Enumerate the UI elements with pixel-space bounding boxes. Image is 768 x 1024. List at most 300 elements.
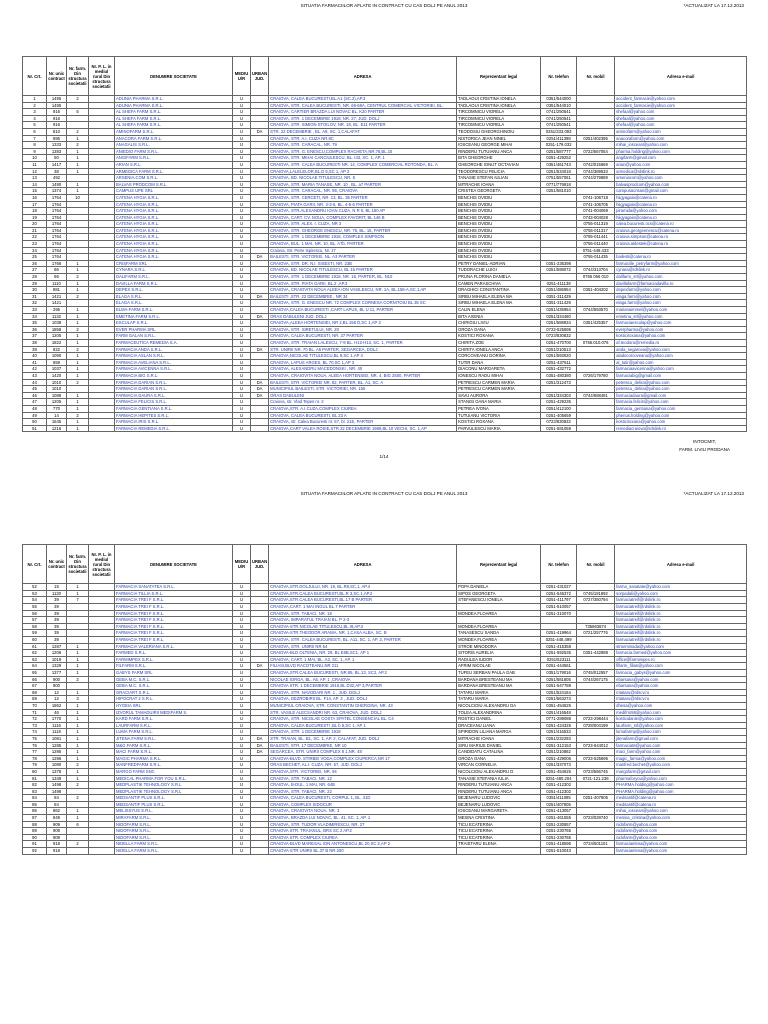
cell-pl — [89, 623, 115, 630]
cell-urban — [251, 320, 269, 327]
table-row — [23, 307, 747, 314]
cell-adresa: CRAIOVA, STR. NAVODARI NR. 1 , JUD. DOLJ — [269, 689, 457, 696]
cell-mobil — [577, 762, 615, 769]
cell-reprezentant: TIRCOMNICU VIORELA — [457, 115, 541, 122]
cell-pl — [89, 353, 115, 360]
table-row — [23, 122, 747, 129]
cell-email[interactable]: maci_farm@yahoo.com — [615, 749, 747, 756]
cell-email[interactable]: everpharma@yahoo.com — [615, 326, 747, 333]
cell-adresa: ORAS DABULENI — [269, 392, 457, 399]
cell-email[interactable]: farma_sanatate@yahoo.com — [615, 584, 747, 591]
cell-email[interactable]: nidofarm@yahoo.com — [615, 828, 747, 835]
cell-pl — [89, 821, 115, 828]
cell-telefon: 0251-461555 — [541, 815, 577, 822]
cell-mobil — [577, 584, 615, 591]
cell-email[interactable]: manfred.bechet@yahoo.com — [615, 762, 747, 769]
cell-urban — [251, 709, 269, 716]
table-row — [23, 161, 747, 168]
cell-email[interactable]: craiova.georgeenescu@catena.ro — [615, 227, 747, 234]
cell-pl — [89, 142, 115, 149]
table-row — [23, 788, 747, 795]
cell-telefon: 0351/411085 — [541, 795, 577, 802]
cell-mediu: U — [233, 696, 251, 703]
cell-mediu: U — [233, 353, 251, 360]
cell-urban — [251, 702, 269, 709]
cell-telefon: 0351/179016 — [541, 670, 577, 677]
cell-denumire: MEDPLASTIK TEHNOLOGY S.R.L — [115, 788, 233, 795]
cell-mobil — [577, 604, 615, 611]
cell-email[interactable]: aladocorcoveanu@yahoo.com — [615, 353, 747, 360]
cell-mediu: U — [233, 109, 251, 116]
cell-email[interactable]: arian@yahoo.com — [615, 161, 747, 168]
cell-reprezentant: SAVU AURORA — [457, 392, 541, 399]
cell-farm: 1 — [67, 155, 89, 162]
cell-urban — [251, 201, 269, 208]
cell-email[interactable]: sorpadali@yahoo.com — [615, 590, 747, 597]
cell-email[interactable]: farmacia_gentiana@yahoo.com — [615, 405, 747, 412]
cell-mobil — [577, 346, 615, 353]
cell-pl — [89, 175, 115, 182]
cell-email[interactable]: piramida@yahoo.com — [615, 208, 747, 215]
cell-nr: 82 — [23, 782, 47, 789]
cell-unic: 1495 — [47, 96, 67, 103]
cell-urban — [251, 604, 269, 611]
cell-email[interactable]: office@farmimpex.ro — [615, 656, 747, 663]
cell-unic: 1498 — [47, 782, 67, 789]
cell-telefon: 0251/411398 — [541, 135, 577, 142]
col-mediu: MEDIU U/R — [233, 545, 251, 584]
cell-email[interactable]: farmaciaesculap@yahoo.com — [615, 320, 747, 327]
cell-adresa: CRAIOVA, CART. 1 MAI, BL. A3, SC. 1, AP. 1 — [269, 656, 457, 663]
cell-nr: 10 — [23, 155, 47, 162]
table-row — [23, 405, 747, 412]
cell-telefon: 0351/461743 — [541, 161, 577, 168]
cell-adresa: CRAIOVA, IMPARATUL TRAIAN BL. P 2-3 — [269, 617, 457, 624]
cell-email[interactable]: mihai_ioscean@yahoo.com — [615, 808, 747, 815]
cell-reprezentant: BENCHIS OVIDIU — [457, 201, 541, 208]
cell-telefon: 0723-525695 — [541, 326, 577, 333]
cell-nr: 21 — [23, 227, 47, 234]
cell-telefon: 0741/250541 — [541, 109, 577, 116]
table-row — [23, 610, 747, 617]
table-row — [23, 742, 747, 749]
cell-mobil: 0351-404202 — [577, 287, 615, 294]
cell-nr: 67 — [23, 683, 47, 690]
cell-unic: 1206 — [47, 650, 67, 657]
cell-adresa: CRAIOVA, CALEA BUCURESTI,BL.A1 (SC.2),AP.3 — [269, 96, 457, 103]
cell-nr: 89 — [23, 828, 47, 835]
cell-mobil — [577, 788, 615, 795]
cell-email[interactable]: farmaciatreif@rdslink.ro — [615, 604, 747, 611]
cell-email[interactable]: kosticidanie@yahoo.com — [615, 716, 747, 723]
cell-adresa: CRAIOVA, STR. TRAIAN LALESCU, 7-9 BL. H12-H13, SC. 1, PARTER — [269, 339, 457, 346]
cell-denumire: FARMACIA FELICIS S.R.L. — [115, 399, 233, 406]
cell-mobil: 0726/179780 — [577, 372, 615, 379]
cell-email[interactable]: pharma.holding@yahoo.com — [615, 148, 747, 155]
cell-email[interactable]: petrescu_delira@yahoo.com — [615, 379, 747, 386]
cell-nr: 86 — [23, 808, 47, 815]
cell-denumire: ELAGA S.R.L. — [115, 293, 233, 300]
table-row — [23, 412, 747, 419]
col-farm: Nr. farm. Din structura societatii — [67, 545, 89, 584]
cell-email[interactable]: kosticiroxana@yahoo.com — [615, 333, 747, 340]
cell-email[interactable]: elaga.farm@yahoo.com — [615, 300, 747, 307]
cell-nr: 59 — [23, 630, 47, 637]
cell-email[interactable]: medsantif@catena.ro — [615, 795, 747, 802]
cell-farm: 1 — [67, 716, 89, 723]
col-denumire: DENUMIRE SOCIETATE — [115, 545, 233, 584]
cell-mediu: U — [233, 366, 251, 373]
cell-nr: 61 — [23, 643, 47, 650]
cell-mediu: U — [233, 670, 251, 677]
cell-email[interactable]: marianaimmel@yahoo.com — [615, 307, 747, 314]
cell-reprezentant: CALIN ELENA — [457, 307, 541, 314]
cell-farm — [67, 227, 89, 234]
cell-pl — [89, 254, 115, 261]
col-telefon: Nr. telefon — [541, 57, 577, 96]
cell-email[interactable]: mesina_cristina@yahoo.com — [615, 815, 747, 822]
cell-mobil — [577, 834, 615, 841]
cell-email[interactable]: nidofarm@yahoo.com — [615, 834, 747, 841]
cell-reprezentant: CORCOVEANU DORINA — [457, 353, 541, 360]
cell-pl — [89, 775, 115, 782]
cell-reprezentant: NISTORICA JEAN NINEL — [457, 135, 541, 142]
cell-telefon: 0723/830832 — [541, 333, 577, 340]
cell-email[interactable]: accident_farmacie@yahoo.com — [615, 96, 747, 103]
cell-email[interactable]: angifarm@gmail.com — [615, 155, 747, 162]
cell-adresa: CRAIOVA, STR. A.I. CUZA NR.8C — [269, 135, 457, 142]
cell-nr: 14 — [23, 181, 47, 188]
cell-email[interactable]: al_tutir@yahoo.com — [615, 359, 747, 366]
cell-denumire: FARMACIA DAURA S.R.L. — [115, 392, 233, 399]
cell-reprezentant: SPIRIDON LILIANA MARGA — [457, 729, 541, 736]
cell-farm: 1 — [67, 161, 89, 168]
cell-email[interactable]: PHARMA.holding@yahoo.com — [615, 788, 747, 795]
cell-email[interactable]: cynara@rdslink.ro — [615, 267, 747, 274]
cell-denumire: NIDELLA FARM S.R.L. — [115, 841, 233, 848]
cell-email[interactable]: farmacia.felicis@yahoo.com — [615, 399, 747, 406]
cell-nr: 15 — [23, 188, 47, 195]
cell-mediu: U — [233, 333, 251, 340]
cell-denumire: FARMACIA SANATATEA S.R.L. — [115, 584, 233, 591]
cell-email[interactable]: aminofarm@yahoo.com — [615, 128, 747, 135]
col-telefon: Nr. telefon — [541, 545, 577, 584]
cell-adresa: Craiova, str. Vlad Tepes nr. 2 — [269, 399, 457, 406]
cell-pl — [89, 419, 115, 426]
cell-farm: 1 — [67, 260, 89, 267]
cell-email[interactable]: arseniacom@yahoo.com — [615, 175, 747, 182]
cell-urban — [251, 848, 269, 855]
cell-mobil: 0251/402395 — [577, 135, 615, 142]
cell-unic: 1490 — [47, 181, 67, 188]
cell-email[interactable]: farmaciatreif@rdslink.ro — [615, 617, 747, 624]
cell-unic: 1283 — [47, 148, 67, 155]
cell-urban: DA — [251, 293, 269, 300]
cell-email[interactable]: ebarsana@yahoo.com — [615, 676, 747, 683]
cell-reprezentant: BENCHIS OVIDIU — [457, 221, 541, 228]
cell-denumire: FARMACIA TREI F S.R.L. — [115, 604, 233, 611]
cell-nr: 6 — [23, 128, 47, 135]
cell-urban — [251, 643, 269, 650]
cell-email[interactable]: PHARMA.holding@yahoo.com — [615, 782, 747, 789]
cell-email[interactable]: hiigyagaio@catena.ro — [615, 194, 747, 201]
cell-email[interactable]: campusacrisan@gmail.com — [615, 188, 747, 195]
cell-denumire: MAGIC PHARMA S.R.L. — [115, 755, 233, 762]
cell-mediu: U — [233, 597, 251, 604]
cell-unic: 1295 — [47, 749, 67, 756]
cell-pl — [89, 768, 115, 775]
cell-reprezentant: BEJENARU LUDOVIC — [457, 795, 541, 802]
cell-unic: 84 — [47, 801, 67, 808]
cell-denumire: FARMACEUTICA REMEDIA S.A. — [115, 339, 233, 346]
table-row — [23, 221, 747, 228]
cell-reprezentant: BENCHIS OVIDIU — [457, 214, 541, 221]
cell-mobil — [577, 280, 615, 287]
cell-email[interactable] — [615, 247, 747, 254]
cell-adresa: CRAIOVA STR. TRAIANUL, BRS SC 2 AP.2 — [269, 828, 457, 835]
cell-reprezentant: BARDANA BRESTEANU MA — [457, 676, 541, 683]
cell-mobil: 0744/279889 — [577, 175, 615, 182]
cell-denumire: FARMACIA TREI F S.R.L. — [115, 617, 233, 624]
cell-mobil: 0755-011317 — [577, 227, 615, 234]
cell-mobil — [577, 109, 615, 116]
cell-adresa: MUNICIPIUL BAILESTI, STR. VICTORIEI, NR. 155 — [269, 386, 457, 393]
cell-email[interactable]: mtataru@rdscv.ro — [615, 689, 747, 696]
cell-email[interactable]: magic_farma@yahoo.com — [615, 755, 747, 762]
cell-email[interactable]: farmacia.farmed@yahoo.com — [615, 650, 747, 657]
cell-email[interactable]: fillarm_filias@yahoo.com — [615, 663, 747, 670]
cell-mediu: U — [233, 188, 251, 195]
cell-pl — [89, 201, 115, 208]
cell-email[interactable]: farmaciaM@yahoo.com — [615, 742, 747, 749]
cell-urban: DA — [251, 379, 269, 386]
cell-telefon: 0251/210882 — [541, 749, 577, 756]
cell-denumire: FARMACIA REMEDIA S.R.L. — [115, 425, 233, 432]
cell-reprezentant: MONDEA FLOAREA — [457, 637, 541, 644]
cell-email[interactable]: lumafarmp@yahoo.com — [615, 729, 747, 736]
col-nr: Nr. Crt. — [23, 57, 47, 96]
cell-pl — [89, 828, 115, 835]
cell-urban — [251, 405, 269, 412]
cell-email[interactable]: medsantif@catena.ro — [615, 801, 747, 808]
cell-farm: 1 — [67, 650, 89, 657]
cell-email[interactable]: craiova.simpson@catena.ro — [615, 234, 747, 241]
cell-adresa: CRAIOVA, STR.ALEXANDRU IOAN CUZA, N R 6, BL 150 AP — [269, 208, 457, 215]
cell-pl — [89, 617, 115, 624]
cell-mobil: 0723/028740 — [577, 815, 615, 822]
cell-email[interactable]: farmaciaelena@yahoo.com — [615, 848, 747, 855]
cell-email[interactable]: shefaal@yahoo.com — [615, 115, 747, 122]
cell-nr: 45 — [23, 386, 47, 393]
cell-email[interactable]: farmaciatreif@rdslink.ro — [615, 597, 747, 604]
cell-email[interactable]: farmaciatreif@rdslink.ro — [615, 637, 747, 644]
page-header — [0, 0, 768, 12]
cell-email[interactable]: craiova.aldestek@catena.ro — [615, 241, 747, 248]
table-header-row — [23, 545, 747, 584]
cell-mediu: U — [233, 287, 251, 294]
cell-email[interactable]: nidofarm@yahoo.com — [615, 821, 747, 828]
cell-email[interactable]: pharmaforyou@yahoo.com — [615, 775, 747, 782]
cell-email[interactable]: elaga.farm@yahoo.com — [615, 293, 747, 300]
cell-farm: 2 — [67, 762, 89, 769]
cell-urban — [251, 161, 269, 168]
cell-pl — [89, 399, 115, 406]
cell-telefon: 0351-480380 — [541, 372, 577, 379]
cell-email[interactable]: farmaciatreif@rdslink.ro — [615, 610, 747, 617]
cell-unic: 1329 — [47, 663, 67, 670]
cell-email[interactable]: balvasprodcom@yahoo.com — [615, 181, 747, 188]
cell-denumire: MACI FARM S.R.L. — [115, 749, 233, 756]
cell-denumire: FARMACIA ANDA S.R.L. — [115, 346, 233, 353]
cell-email[interactable]: petrescu_delira@yahoo.com — [615, 386, 747, 393]
cell-urban — [251, 808, 269, 815]
cell-farm — [67, 788, 89, 795]
cell-email[interactable]: bailesti@catena.ro — [615, 254, 747, 261]
cell-email[interactable]: davillafarm@farmaciadavilla.ro — [615, 280, 747, 287]
cell-mobil — [577, 821, 615, 828]
cell-email[interactable]: ebarsana@yahoo.com — [615, 683, 747, 690]
cell-mobil: 0721-121.236 — [577, 775, 615, 782]
cell-adresa: CRAIOVA, CRAIOVITA NOUA ALEEA ION VASILESCU, NR. 1A, BL.158-A,SC.1,AP — [269, 287, 457, 294]
cell-email[interactable]: medifrm56@yahoo.com — [615, 709, 747, 716]
cell-urban — [251, 676, 269, 683]
cell-email[interactable]: jitenafarm@gmail.com — [615, 735, 747, 742]
cell-adresa: CRAIOVA, STR. NICOLAE COSTA SPATEL CONSENCIAL BL. C4 — [269, 716, 457, 723]
cell-mobil: 0741-106705 — [577, 201, 615, 208]
cell-email[interactable]: mihai_ioscean@yahoo.com — [615, 142, 747, 149]
table-row — [23, 597, 747, 604]
cell-email[interactable]: farmaciabig@gmail.com — [615, 372, 747, 379]
cell-email[interactable]: laurfarm_srl@yahoo.com — [615, 722, 747, 729]
cell-mediu: U — [233, 221, 251, 228]
cell-email[interactable]: farmacia_gabys@yahoo.com — [615, 670, 747, 677]
cell-email[interactable]: phenus.holding@yahoo.com — [615, 412, 747, 419]
cell-denumire: AL SHEFA FARM S.R.L. — [115, 122, 233, 129]
cell-telefon — [541, 214, 577, 221]
cell-unic: 1019 — [47, 656, 67, 663]
cell-adresa: CRAIOVA-BLD OLTENIA, NR. 29, BL E6B,SC1, AP 1 — [269, 650, 457, 657]
cell-email[interactable]: margofarm@gmail.com — [615, 768, 747, 775]
cell-adresa: BAILESTI, STR. 17 DECEMBRIE, NR 10 — [269, 742, 457, 749]
cell-adresa: CRAIOVA, STR. TABACI, NR. 12 — [269, 775, 457, 782]
cell-mobil — [577, 293, 615, 300]
cell-denumire: MEDPLASTIK TEHNOLOGY S.R.L — [115, 782, 233, 789]
cell-telefon: 0251/337073 — [541, 762, 577, 769]
cell-email[interactable]: farmaciadaura@gmail.com — [615, 392, 747, 399]
cell-pl — [89, 122, 115, 129]
table-row — [23, 419, 747, 426]
cell-email[interactable]: farmaciaavicenna@yahoo.com — [615, 366, 747, 373]
cell-adresa: CRAIOVA, BRAZDA LUI NOVAC, BL. 41, SC. 1, AP. 1 — [269, 815, 457, 822]
cell-mobil — [577, 405, 615, 412]
col-email: Adresa e-mail — [615, 545, 747, 584]
cell-mobil: 0741-004069 — [577, 208, 615, 215]
cell-mediu: U — [233, 768, 251, 775]
cell-email[interactable]: armedica@rdslink.ro — [615, 168, 747, 175]
cell-email[interactable]: hiigyagaio@catena.ro — [615, 201, 747, 208]
cell-email[interactable]: accident_farmacie@yahoo.com — [615, 102, 747, 109]
cell-telefon: 0251-547788 — [541, 683, 577, 690]
cell-nr: 31 — [23, 293, 47, 300]
cell-reprezentant: GROZA OANA — [457, 755, 541, 762]
table-row — [23, 808, 747, 815]
cell-denumire: FARMACIA HEPITES S.R.L. — [115, 412, 233, 419]
cell-telefon: 0251-230765 — [541, 834, 577, 841]
cell-email[interactable]: shefaal@yahoo.com — [615, 122, 747, 129]
cell-email[interactable]: farmaciatreif@rdslink.ro — [615, 623, 747, 630]
cell-telefon: 0251/416533 — [541, 729, 577, 736]
cell-mobil: 0351-442888 — [577, 650, 615, 657]
cell-email[interactable]: dalifarm_srl@yahoo.com — [615, 274, 747, 281]
cell-adresa: MUNICIPIUL CRAIOVA, STR. CONSTANTIN GHERGINA, NR. 43 — [269, 702, 457, 709]
cell-email[interactable]: farmaciile_petryfarm@yahoo.com — [615, 260, 747, 267]
cell-email[interactable]: af.teodora@remedia.ro — [615, 339, 747, 346]
cell-reprezentant: STROE MINODORA — [457, 643, 541, 650]
table-row — [23, 293, 747, 300]
cell-mobil: 0755-011319 — [577, 221, 615, 228]
cell-adresa: CRAIOVA,STR.CALEA BUCURESTI,BL.17 B PARTER — [269, 597, 457, 604]
cell-adresa: CRAIOVA,STR. A.I.CUZA,COMPLEX CIUREA — [269, 405, 457, 412]
cell-unic: 909 — [47, 828, 67, 835]
cell-email[interactable]: anacorafarm@yahoo.com — [615, 135, 747, 142]
cell-denumire: M&G FARM S.R.L. — [115, 742, 233, 749]
cell-farm — [67, 300, 89, 307]
table-row — [23, 637, 747, 644]
cell-nr: 33 — [23, 307, 47, 314]
cell-unic: 1498 — [47, 788, 67, 795]
table-row — [23, 287, 747, 294]
cell-email[interactable]: shefaal@yahoo.com — [615, 109, 747, 116]
cell-denumire: FARMACIA TILLIA S.R.L. — [115, 590, 233, 597]
cell-farm — [67, 801, 89, 808]
cell-unic: 1132 — [47, 313, 67, 320]
cell-email[interactable]: depexfarm@yahoo.com — [615, 287, 747, 294]
cell-email[interactable]: farmaciatreif@rdslink.ro — [615, 630, 747, 637]
cell-email[interactable]: dhesa@yahoo.com — [615, 702, 747, 709]
cell-email[interactable]: hiigyagaio@catena.ro — [615, 214, 747, 221]
cell-mobil — [577, 419, 615, 426]
cell-reprezentant: IOSCEANU GEORGE MIHAI — [457, 142, 541, 149]
update-date: *ACTUALIZAT LA 17.12.2013 — [683, 491, 744, 497]
cell-unic: 12 — [47, 696, 67, 703]
cell-reprezentant: CHIRITA ZOE — [457, 339, 541, 346]
cell-denumire: MEDSANTIF PLUS S.R.L. — [115, 801, 233, 808]
cell-mediu: U — [233, 280, 251, 287]
cell-urban — [251, 102, 269, 109]
cell-email[interactable]: kosticiroxana@yahoo.com — [615, 419, 747, 426]
cell-farm — [67, 221, 89, 228]
cell-farm: 2 — [67, 412, 89, 419]
cell-telefon — [541, 194, 577, 201]
cell-denumire: ELMA-FARM S.R.L. — [115, 307, 233, 314]
cell-telefon — [541, 254, 577, 261]
cell-email[interactable]: anda_segarcea@yahoo.com — [615, 346, 747, 353]
cell-pl — [89, 181, 115, 188]
cell-nr: 56 — [23, 610, 47, 617]
cell-email[interactable]: stroeminada@yahoo.com — [615, 643, 747, 650]
cell-email[interactable]: farmaciaelena@yahoo.com — [615, 841, 747, 848]
cell-urban — [251, 353, 269, 360]
cell-email[interactable]: mtataru@rdscv.ro — [615, 696, 747, 703]
cell-email[interactable]: calea.bucuresti.ocs@catena.ro — [615, 221, 747, 228]
table-header-row — [23, 57, 747, 96]
cell-mobil — [577, 683, 615, 690]
cell-denumire: CATENA HYGIA S.R.L. — [115, 214, 233, 221]
cell-urban — [251, 795, 269, 802]
cell-mediu: U — [233, 683, 251, 690]
cell-email[interactable]: remediacraiova@rdslink.ro — [615, 425, 747, 432]
cell-email[interactable]: emetina_srl@yahoo.com — [615, 313, 747, 320]
